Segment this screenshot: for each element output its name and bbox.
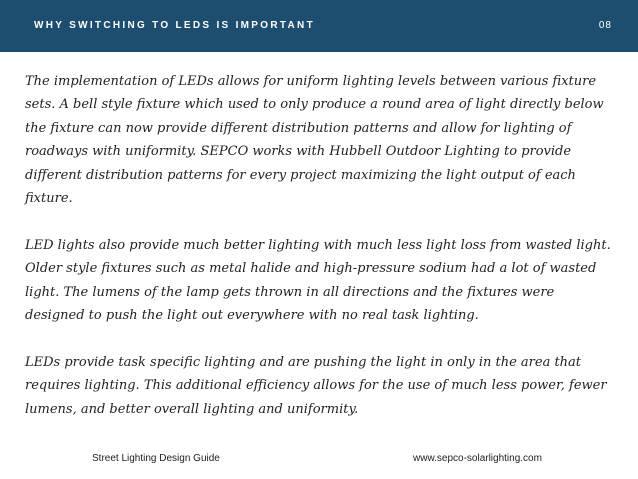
paragraph-light-loss: LED lights also provide much better lighting with much less light loss from wasted light. Older style fixtures such as metal halide and high-pressure sodium had a lot of wasted light. The lumens of the lamp gets thrown in all directions and the fixtures were designed to push the light out everywhere with no real task lighting. (25, 237, 611, 324)
footer-website-link[interactable]: www.sepco-solarlighting.com (413, 453, 542, 464)
body-content (25, 70, 615, 444)
page-header (0, 0, 638, 52)
page-number: 08 (598, 20, 612, 31)
paragraph-uniform-lighting: The implementation of LEDs allows for uniform lighting levels between various fixture sets. A bell style fixture which used to only produce a round area of light directly below the fixture can now provide different distribution patterns and allow for lighting of roadways with uniformity. SEPCO works with Hubbell Outdoor Lighting to provide different distribution patterns for every project maximizing the light output of each fixture. (25, 74, 604, 207)
paragraph-task-lighting: LEDs provide task specific lighting and are pushing the light in only in the area that requires lighting. This additional efficiency allows for the use of much less power, fewer lumens, and better overall lighting and uniformity. (25, 354, 607, 417)
section-title: WHY SWITCHING TO LEDS IS IMPORTANT (34, 20, 315, 31)
footer-guide-title: Street Lighting Design Guide (92, 453, 220, 464)
